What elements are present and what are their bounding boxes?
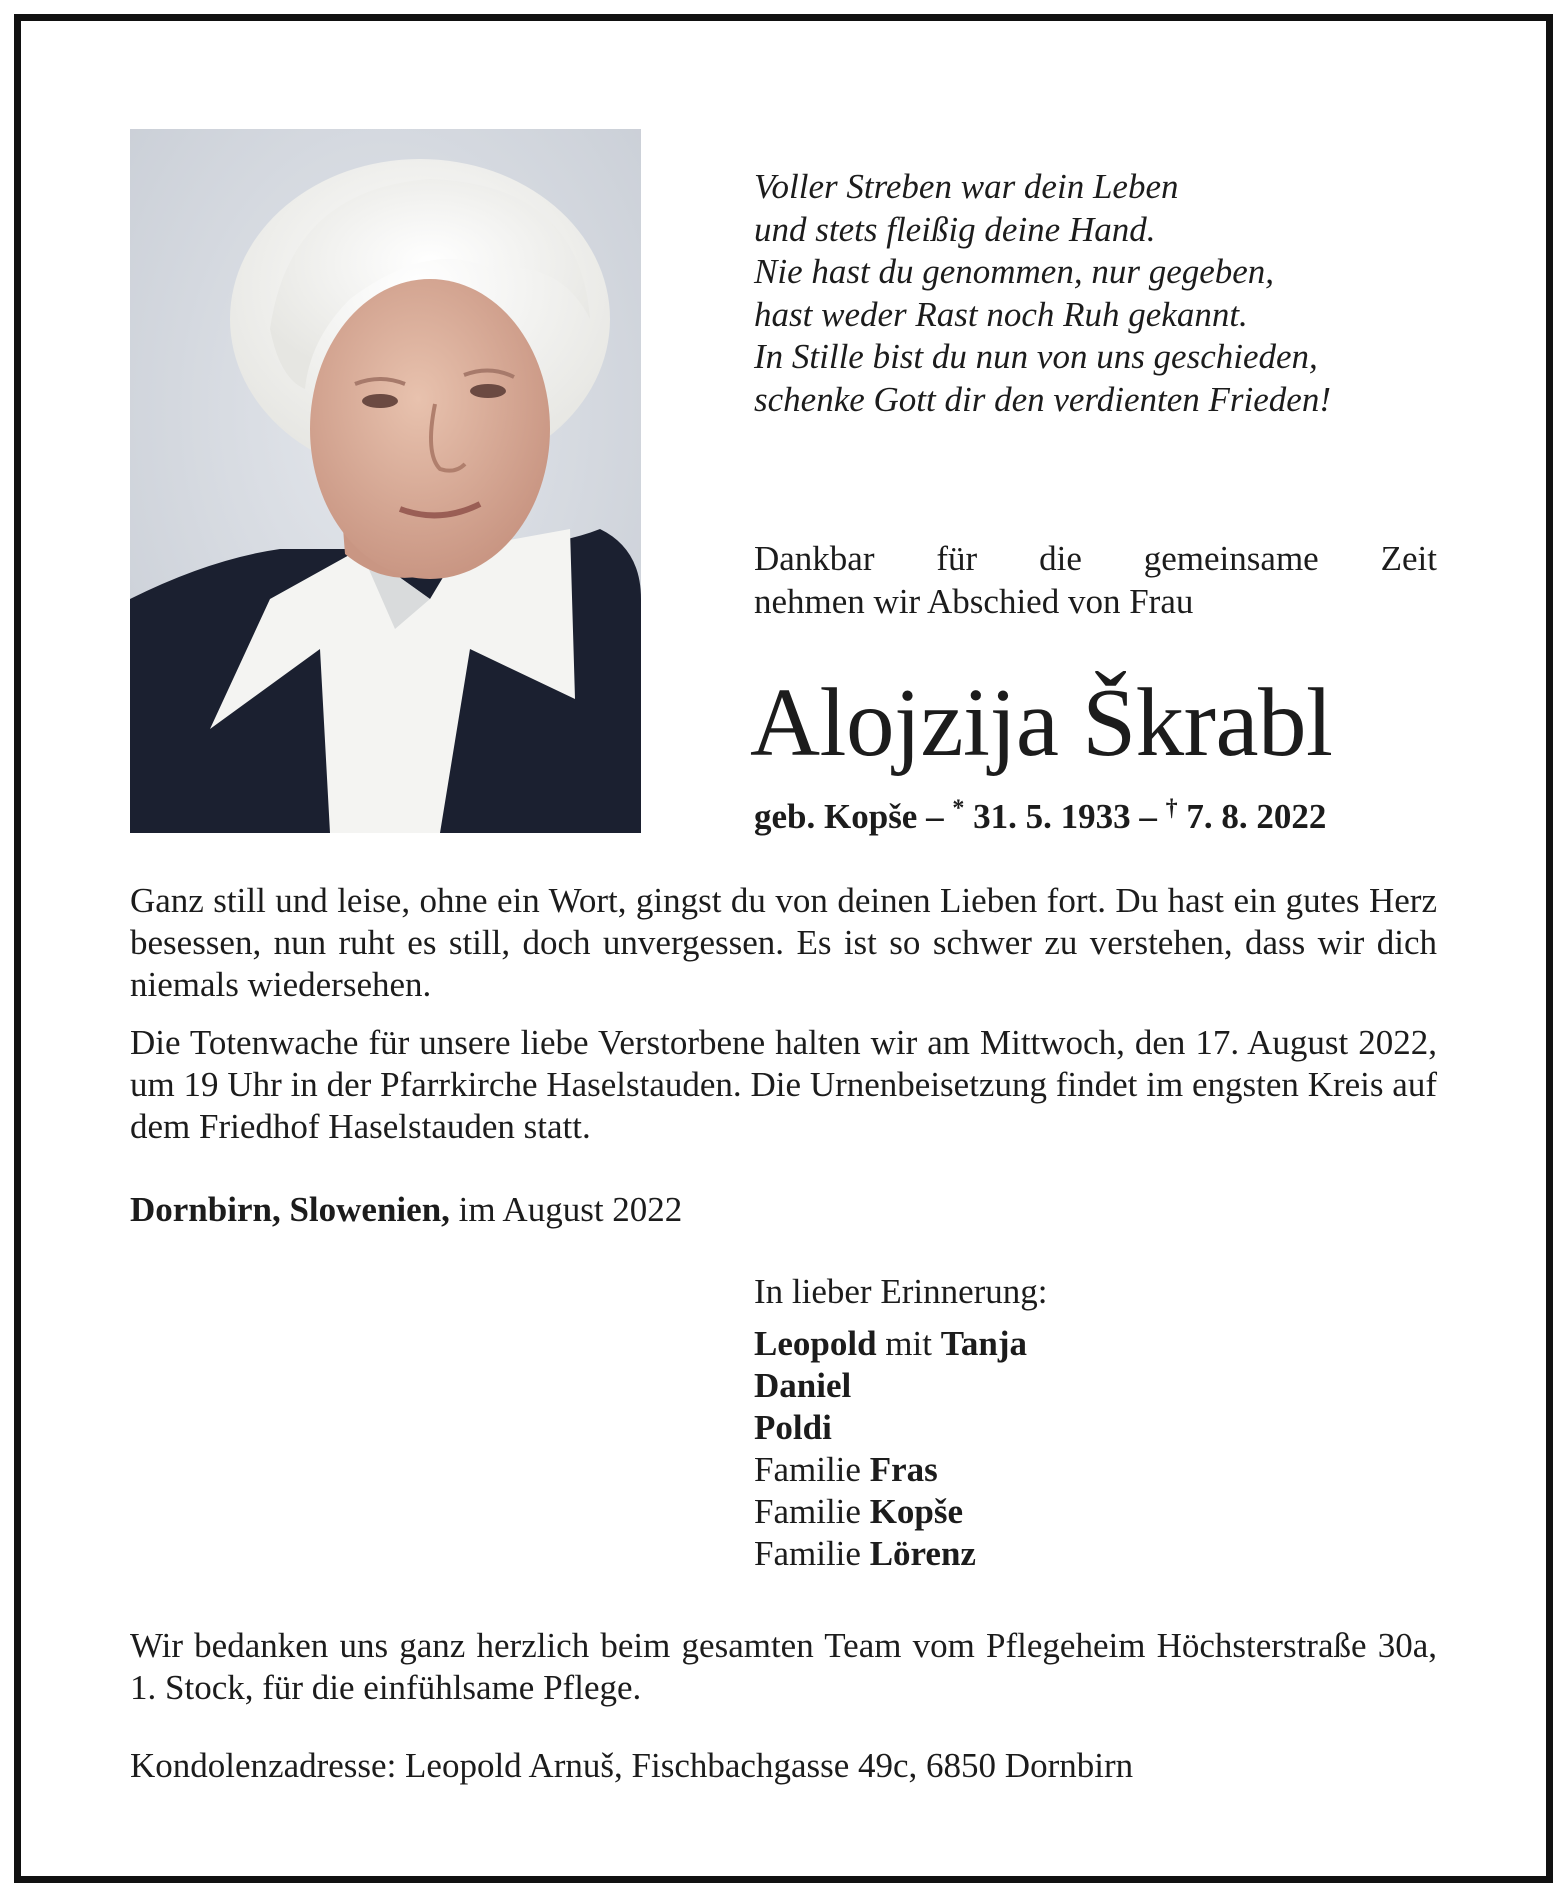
farewell-intro [754,537,1437,623]
poem-line: Voller Streben war dein Leben [754,167,1179,206]
intro-line-1 [754,537,1437,580]
poem-line: schenke Gott dir den verdienten Frieden! [754,379,1331,419]
portrait-illustration [130,129,641,833]
mourner-name: Tanja [940,1324,1027,1363]
mourner-name: Lörenz [869,1534,976,1573]
mourner-name: Kopše [869,1492,964,1531]
birth-symbol: * [952,795,965,822]
memory-heading: In lieber Erinnerung: [754,1272,1048,1311]
birth-name: geb. Kopše [754,797,918,836]
list-item [754,1323,1048,1365]
intro-word: die [1039,539,1082,578]
mourner-name: Daniel [754,1366,852,1405]
memorial-poem [754,166,1454,421]
death-symbol: † [1165,795,1178,822]
intro-line-2: nehmen wir Abschied von Frau [754,582,1194,621]
list-item [754,1449,1048,1491]
mourner-prefix: Familie [754,1492,870,1531]
poem-line: und stets fleißig deine Hand. [754,209,1156,249]
place-date-line [130,1189,682,1231]
death-date: 7. 8. 2022 [1186,797,1327,836]
intro-word: für [936,539,978,578]
mourner-name: Leopold [754,1324,877,1363]
mourner-prefix: Familie [754,1450,870,1489]
condolence-address: Kondolenzadresse: Leopold Arnuš, Fischbachgasse 49c, 6850 Dornbirn [130,1746,1134,1785]
poem-line: Nie hast du genommen, nur gegeben, [754,252,1275,291]
deceased-name: Alojzija Škrabl [750,669,1333,776]
intro-word: Zeit [1380,539,1437,578]
dash: – [1139,797,1157,836]
farewell-paragraph: Ganz still und leise, ohne ein Wort, gingst du von deinen Lieben fort. Du hast ein gutes Herz besessen, nun ruht es still, doch unvergessen. Es ist so schwer zu verstehen, dass wir dich niemals wiedersehen. [130,881,1437,1004]
birth-death-dates [754,796,1326,838]
portrait-photo [130,129,641,833]
wake-paragraph: Die Totenwache für unsere liebe Verstorbene halten wir am Mittwoch, den 17. August 2022, um 19 Uhr in der Pfarrkirche Haselstauden. Die Urnenbeisetzung findet im engsten Kreis auf dem Friedhof Haselstauden statt. [130,1023,1437,1146]
list-item [754,1407,1048,1449]
mourners-list [754,1271,1048,1575]
mourner-name: Poldi [754,1408,832,1447]
mourner-join: mit [876,1324,941,1363]
intro-word: gemeinsame [1143,539,1319,578]
list-item [754,1491,1048,1533]
intro-word: Dankbar [754,539,875,578]
list-item [754,1533,1048,1575]
thanks-paragraph: Wir bedanken uns ganz herzlich beim gesamten Team vom Pflegeheim Höchsterstraße 30a, 1. Stock, für die einfühlsame Pflege. [130,1626,1437,1707]
mourner-name: Fras [869,1450,938,1489]
month-year: im August 2022 [449,1190,683,1229]
birth-date: 31. 5. 1933 [973,797,1131,836]
mourner-prefix: Familie [754,1534,870,1573]
dash: – [926,797,944,836]
poem-line: hast weder Rast noch Ruh gekannt. [754,294,1248,334]
list-item [754,1365,1048,1407]
poem-line: In Stille bist du nun von uns geschieden, [754,337,1318,376]
place-names: Dornbirn, Slowenien, [130,1190,450,1229]
